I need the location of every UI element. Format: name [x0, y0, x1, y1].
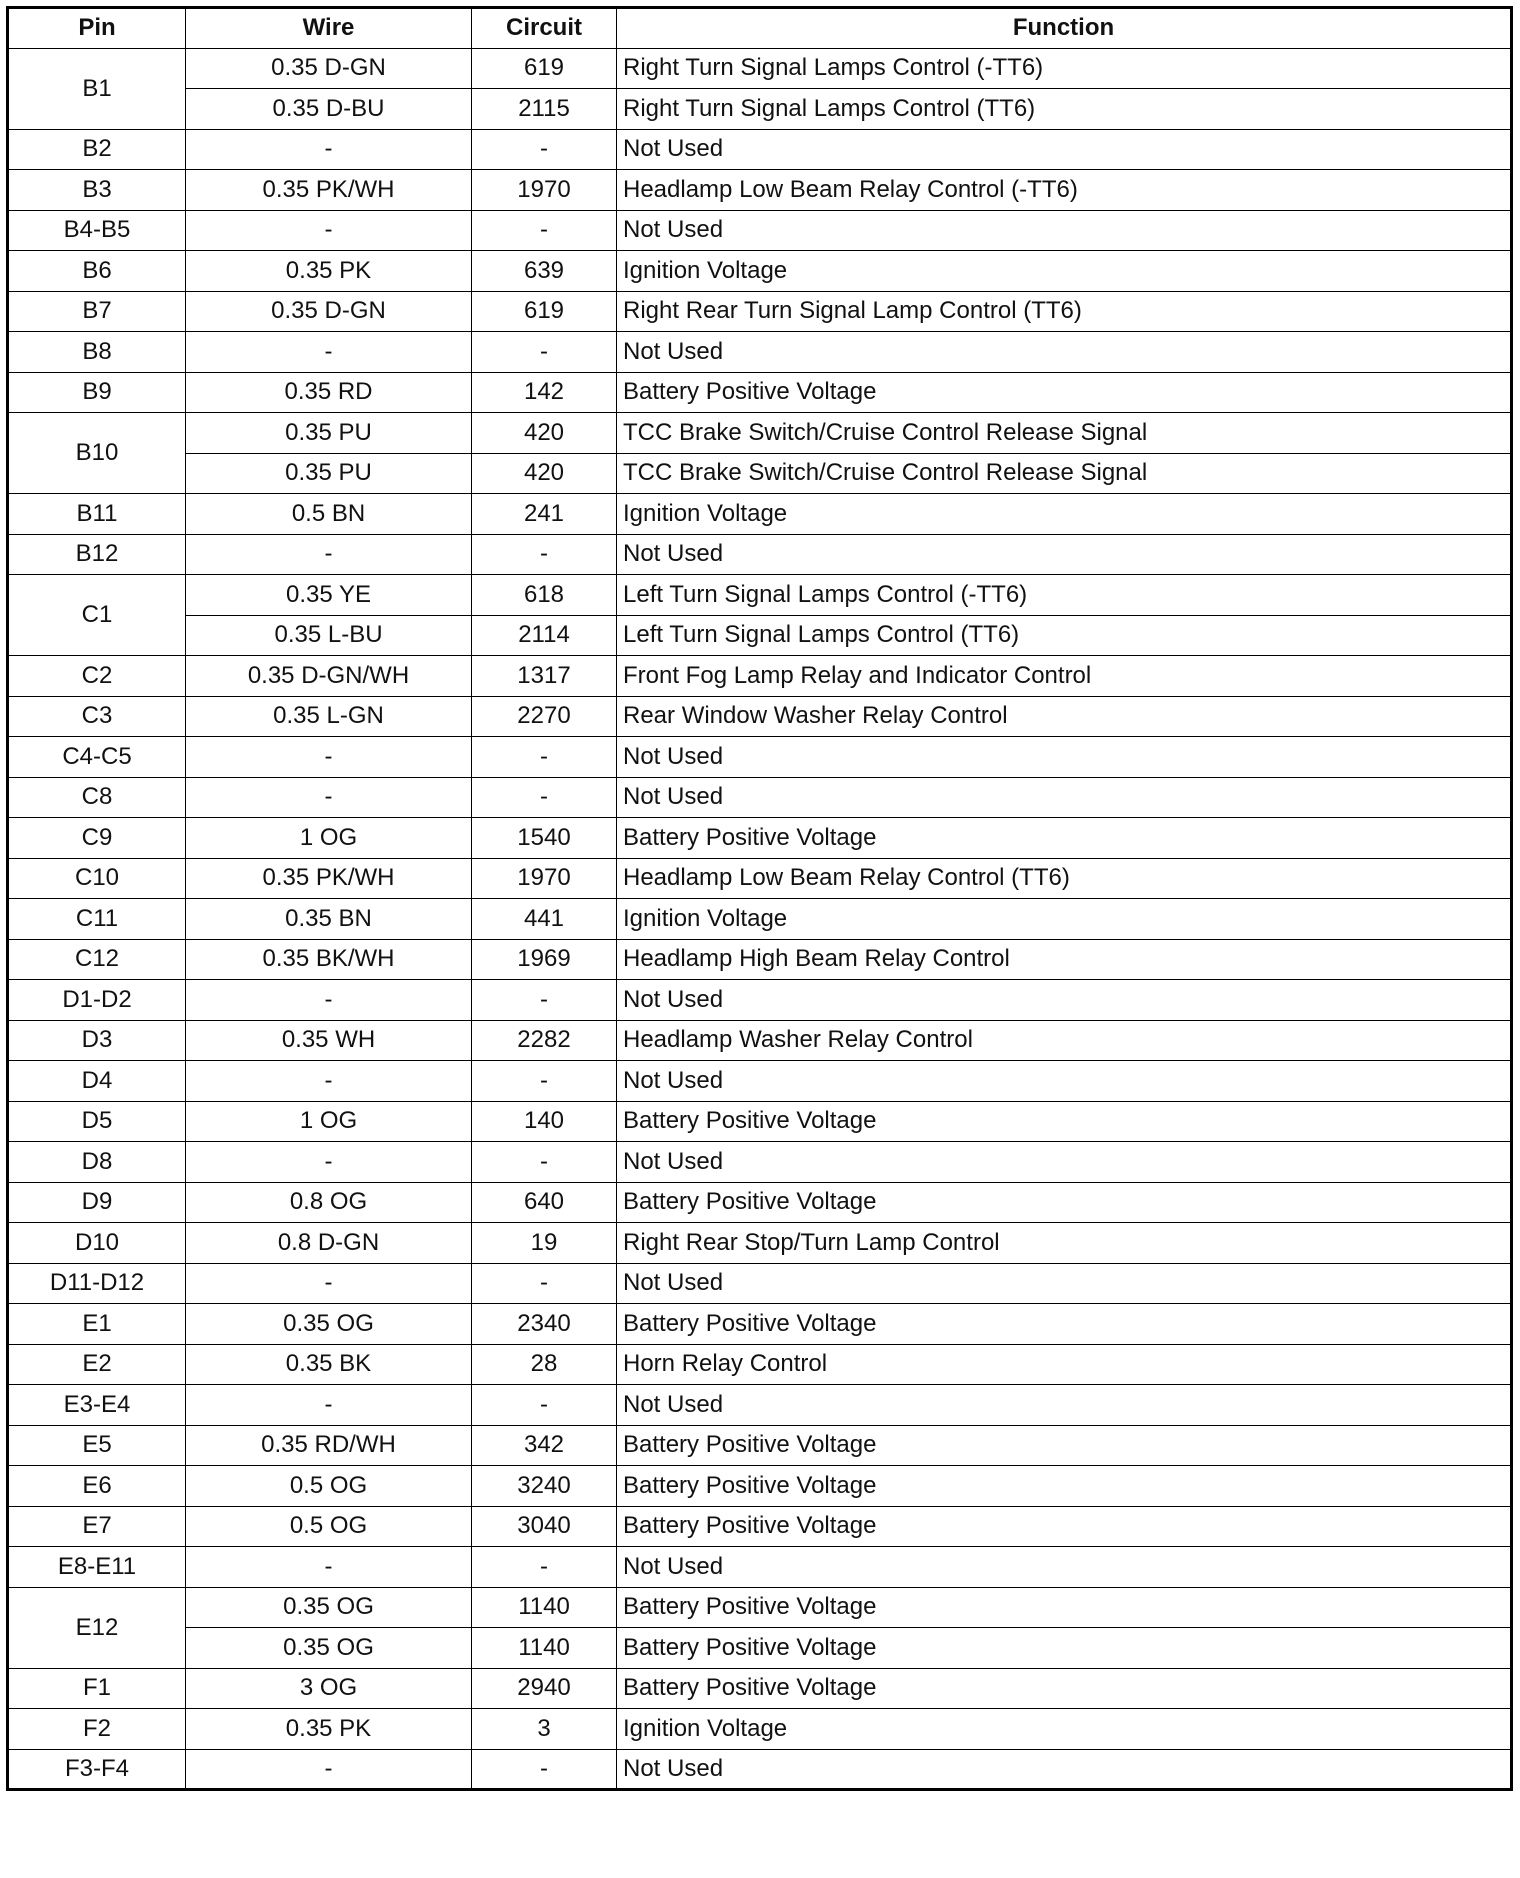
- table-row: [8, 129, 1512, 170]
- wire-cell: 0.35 PU: [186, 413, 472, 454]
- table-row: [8, 818, 1512, 859]
- wire-cell: 0.5 OG: [186, 1506, 472, 1547]
- wire-cell: 0.8 D-GN: [186, 1223, 472, 1264]
- function-cell: Battery Positive Voltage: [617, 818, 1512, 859]
- table-row: [8, 939, 1512, 980]
- table-row: [8, 737, 1512, 778]
- circuit-cell: 28: [472, 1344, 617, 1385]
- function-cell: Battery Positive Voltage: [617, 1628, 1512, 1669]
- function-cell: TCC Brake Switch/Cruise Control Release Signal: [617, 453, 1512, 494]
- wire-cell: 0.35 YE: [186, 575, 472, 616]
- function-cell: Not Used: [617, 777, 1512, 818]
- function-cell: Right Rear Turn Signal Lamp Control (TT6): [617, 291, 1512, 332]
- function-cell: Not Used: [617, 129, 1512, 170]
- pin-cell: B4-B5: [8, 210, 186, 251]
- table-row: [8, 534, 1512, 575]
- circuit-cell: 618: [472, 575, 617, 616]
- table-row: [8, 858, 1512, 899]
- pin-cell: F3-F4: [8, 1749, 186, 1790]
- pin-cell: B7: [8, 291, 186, 332]
- table-row: [8, 1020, 1512, 1061]
- circuit-cell: 140: [472, 1101, 617, 1142]
- table-row: [8, 1344, 1512, 1385]
- function-cell: Battery Positive Voltage: [617, 1182, 1512, 1223]
- pin-cell: F2: [8, 1709, 186, 1750]
- table-row: [8, 453, 1512, 494]
- pin-cell: D10: [8, 1223, 186, 1264]
- circuit-cell: 2340: [472, 1304, 617, 1345]
- pin-cell: C1: [8, 575, 186, 656]
- pin-cell: E8-E11: [8, 1547, 186, 1588]
- pin-cell: D9: [8, 1182, 186, 1223]
- pin-cell: B1: [8, 48, 186, 129]
- circuit-cell: 2270: [472, 696, 617, 737]
- circuit-cell: 1970: [472, 170, 617, 211]
- pin-cell: C10: [8, 858, 186, 899]
- wire-cell: 0.35 PK/WH: [186, 170, 472, 211]
- table-row: [8, 1466, 1512, 1507]
- circuit-cell: 241: [472, 494, 617, 535]
- wire-cell: -: [186, 980, 472, 1021]
- header-pin: Pin: [8, 8, 186, 49]
- pin-cell: C12: [8, 939, 186, 980]
- circuit-cell: 639: [472, 251, 617, 292]
- circuit-cell: 1140: [472, 1628, 617, 1669]
- wire-cell: -: [186, 210, 472, 251]
- function-cell: Battery Positive Voltage: [617, 1506, 1512, 1547]
- table-row: [8, 1425, 1512, 1466]
- wire-cell: 0.35 PU: [186, 453, 472, 494]
- table-row: [8, 1304, 1512, 1345]
- circuit-cell: -: [472, 1263, 617, 1304]
- header-row: [8, 8, 1512, 49]
- wire-cell: 1 OG: [186, 818, 472, 859]
- circuit-cell: -: [472, 980, 617, 1021]
- wire-cell: 0.35 D-BU: [186, 89, 472, 130]
- pin-cell: B6: [8, 251, 186, 292]
- function-cell: Not Used: [617, 534, 1512, 575]
- pin-cell: C2: [8, 656, 186, 697]
- table-row: [8, 1749, 1512, 1790]
- table-row: [8, 1587, 1512, 1628]
- wire-cell: 0.35 L-GN: [186, 696, 472, 737]
- wire-cell: 3 OG: [186, 1668, 472, 1709]
- header-wire: Wire: [186, 8, 472, 49]
- circuit-cell: -: [472, 1547, 617, 1588]
- pin-cell: E5: [8, 1425, 186, 1466]
- table-row: [8, 1182, 1512, 1223]
- circuit-cell: 1540: [472, 818, 617, 859]
- circuit-cell: 2115: [472, 89, 617, 130]
- function-cell: Ignition Voltage: [617, 494, 1512, 535]
- wire-cell: -: [186, 1547, 472, 1588]
- pin-cell: E6: [8, 1466, 186, 1507]
- circuit-cell: 342: [472, 1425, 617, 1466]
- pin-cell: B9: [8, 372, 186, 413]
- wire-cell: 0.35 PK: [186, 251, 472, 292]
- circuit-cell: 420: [472, 453, 617, 494]
- table-row: [8, 656, 1512, 697]
- wire-cell: 0.35 D-GN: [186, 291, 472, 332]
- table-row: [8, 1142, 1512, 1183]
- wire-cell: 0.8 OG: [186, 1182, 472, 1223]
- pin-cell: B2: [8, 129, 186, 170]
- wire-cell: 0.5 OG: [186, 1466, 472, 1507]
- wire-cell: -: [186, 1749, 472, 1790]
- wire-cell: 0.5 BN: [186, 494, 472, 535]
- wire-cell: 0.35 L-BU: [186, 615, 472, 656]
- function-cell: Horn Relay Control: [617, 1344, 1512, 1385]
- circuit-cell: -: [472, 210, 617, 251]
- table-row: [8, 696, 1512, 737]
- pin-cell: E2: [8, 1344, 186, 1385]
- circuit-cell: 2282: [472, 1020, 617, 1061]
- circuit-cell: 3: [472, 1709, 617, 1750]
- table-row: [8, 1101, 1512, 1142]
- pin-cell: C11: [8, 899, 186, 940]
- pin-cell: D5: [8, 1101, 186, 1142]
- wire-cell: -: [186, 1263, 472, 1304]
- function-cell: Ignition Voltage: [617, 1709, 1512, 1750]
- table-header: [8, 8, 1512, 49]
- function-cell: Battery Positive Voltage: [617, 1466, 1512, 1507]
- function-cell: Headlamp Low Beam Relay Control (-TT6): [617, 170, 1512, 211]
- circuit-cell: 619: [472, 48, 617, 89]
- function-cell: Headlamp Washer Relay Control: [617, 1020, 1512, 1061]
- circuit-cell: -: [472, 1142, 617, 1183]
- table-row: [8, 413, 1512, 454]
- circuit-cell: -: [472, 129, 617, 170]
- pin-cell: B11: [8, 494, 186, 535]
- function-cell: Battery Positive Voltage: [617, 1425, 1512, 1466]
- table-row: [8, 170, 1512, 211]
- circuit-cell: -: [472, 1385, 617, 1426]
- function-cell: Not Used: [617, 737, 1512, 778]
- function-cell: Right Rear Stop/Turn Lamp Control: [617, 1223, 1512, 1264]
- table-row: [8, 48, 1512, 89]
- wire-cell: 0.35 OG: [186, 1587, 472, 1628]
- circuit-cell: 1969: [472, 939, 617, 980]
- pin-cell: B3: [8, 170, 186, 211]
- function-cell: Not Used: [617, 1749, 1512, 1790]
- table-row: [8, 1628, 1512, 1669]
- pin-cell: E12: [8, 1587, 186, 1668]
- function-cell: Battery Positive Voltage: [617, 372, 1512, 413]
- function-cell: Rear Window Washer Relay Control: [617, 696, 1512, 737]
- wire-cell: 0.35 PK/WH: [186, 858, 472, 899]
- circuit-cell: 3240: [472, 1466, 617, 1507]
- circuit-cell: -: [472, 737, 617, 778]
- wire-cell: 0.35 BK: [186, 1344, 472, 1385]
- function-cell: Battery Positive Voltage: [617, 1101, 1512, 1142]
- function-cell: Right Turn Signal Lamps Control (-TT6): [617, 48, 1512, 89]
- table-row: [8, 89, 1512, 130]
- pinout-table-container: [6, 6, 1510, 1791]
- table-row: [8, 1709, 1512, 1750]
- function-cell: Battery Positive Voltage: [617, 1587, 1512, 1628]
- wire-cell: -: [186, 534, 472, 575]
- circuit-cell: 640: [472, 1182, 617, 1223]
- circuit-cell: 3040: [472, 1506, 617, 1547]
- function-cell: Headlamp Low Beam Relay Control (TT6): [617, 858, 1512, 899]
- table-row: [8, 777, 1512, 818]
- wire-cell: -: [186, 129, 472, 170]
- circuit-cell: -: [472, 1061, 617, 1102]
- table-row: [8, 1547, 1512, 1588]
- function-cell: Not Used: [617, 1547, 1512, 1588]
- circuit-cell: 1970: [472, 858, 617, 899]
- circuit-cell: 2114: [472, 615, 617, 656]
- circuit-cell: -: [472, 534, 617, 575]
- circuit-cell: 441: [472, 899, 617, 940]
- circuit-cell: -: [472, 332, 617, 373]
- wire-cell: -: [186, 1385, 472, 1426]
- wire-cell: 0.35 OG: [186, 1304, 472, 1345]
- pin-cell: E3-E4: [8, 1385, 186, 1426]
- table-row: [8, 291, 1512, 332]
- function-cell: Not Used: [617, 980, 1512, 1021]
- table-row: [8, 575, 1512, 616]
- pin-cell: C3: [8, 696, 186, 737]
- wire-cell: 0.35 BN: [186, 899, 472, 940]
- function-cell: Front Fog Lamp Relay and Indicator Control: [617, 656, 1512, 697]
- function-cell: Not Used: [617, 1263, 1512, 1304]
- table-row: [8, 1385, 1512, 1426]
- pin-cell: B10: [8, 413, 186, 494]
- wire-cell: -: [186, 1061, 472, 1102]
- pin-cell: B12: [8, 534, 186, 575]
- table-body: [8, 48, 1512, 1790]
- table-row: [8, 251, 1512, 292]
- table-row: [8, 494, 1512, 535]
- wire-cell: -: [186, 1142, 472, 1183]
- table-row: [8, 1263, 1512, 1304]
- function-cell: Left Turn Signal Lamps Control (TT6): [617, 615, 1512, 656]
- wire-cell: 1 OG: [186, 1101, 472, 1142]
- table-row: [8, 1223, 1512, 1264]
- table-row: [8, 1506, 1512, 1547]
- table-row: [8, 372, 1512, 413]
- wire-cell: 0.35 PK: [186, 1709, 472, 1750]
- circuit-cell: 420: [472, 413, 617, 454]
- wire-cell: -: [186, 777, 472, 818]
- wire-cell: 0.35 D-GN/WH: [186, 656, 472, 697]
- circuit-cell: 2940: [472, 1668, 617, 1709]
- wire-cell: 0.35 OG: [186, 1628, 472, 1669]
- circuit-cell: 19: [472, 1223, 617, 1264]
- function-cell: Not Used: [617, 332, 1512, 373]
- wire-cell: 0.35 BK/WH: [186, 939, 472, 980]
- connector-pinout-table: [6, 6, 1513, 1791]
- table-row: [8, 210, 1512, 251]
- table-row: [8, 980, 1512, 1021]
- pin-cell: D3: [8, 1020, 186, 1061]
- function-cell: Not Used: [617, 1142, 1512, 1183]
- wire-cell: -: [186, 332, 472, 373]
- pin-cell: B8: [8, 332, 186, 373]
- table-row: [8, 615, 1512, 656]
- pin-cell: C8: [8, 777, 186, 818]
- circuit-cell: -: [472, 777, 617, 818]
- function-cell: Battery Positive Voltage: [617, 1668, 1512, 1709]
- function-cell: Ignition Voltage: [617, 899, 1512, 940]
- wire-cell: 0.35 WH: [186, 1020, 472, 1061]
- pin-cell: D1-D2: [8, 980, 186, 1021]
- function-cell: Battery Positive Voltage: [617, 1304, 1512, 1345]
- header-function: Function: [617, 8, 1512, 49]
- function-cell: Not Used: [617, 1385, 1512, 1426]
- function-cell: Right Turn Signal Lamps Control (TT6): [617, 89, 1512, 130]
- function-cell: TCC Brake Switch/Cruise Control Release Signal: [617, 413, 1512, 454]
- circuit-cell: 1317: [472, 656, 617, 697]
- table-row: [8, 899, 1512, 940]
- pin-cell: C9: [8, 818, 186, 859]
- pin-cell: E7: [8, 1506, 186, 1547]
- pin-cell: D4: [8, 1061, 186, 1102]
- circuit-cell: 1140: [472, 1587, 617, 1628]
- function-cell: Not Used: [617, 210, 1512, 251]
- header-circuit: Circuit: [472, 8, 617, 49]
- table-row: [8, 1668, 1512, 1709]
- pin-cell: F1: [8, 1668, 186, 1709]
- circuit-cell: 142: [472, 372, 617, 413]
- pin-cell: D11-D12: [8, 1263, 186, 1304]
- function-cell: Not Used: [617, 1061, 1512, 1102]
- function-cell: Headlamp High Beam Relay Control: [617, 939, 1512, 980]
- circuit-cell: -: [472, 1749, 617, 1790]
- table-row: [8, 332, 1512, 373]
- pin-cell: C4-C5: [8, 737, 186, 778]
- wire-cell: 0.35 RD: [186, 372, 472, 413]
- wire-cell: 0.35 RD/WH: [186, 1425, 472, 1466]
- table-row: [8, 1061, 1512, 1102]
- wire-cell: -: [186, 737, 472, 778]
- pin-cell: D8: [8, 1142, 186, 1183]
- pin-cell: E1: [8, 1304, 186, 1345]
- function-cell: Ignition Voltage: [617, 251, 1512, 292]
- function-cell: Left Turn Signal Lamps Control (-TT6): [617, 575, 1512, 616]
- wire-cell: 0.35 D-GN: [186, 48, 472, 89]
- circuit-cell: 619: [472, 291, 617, 332]
